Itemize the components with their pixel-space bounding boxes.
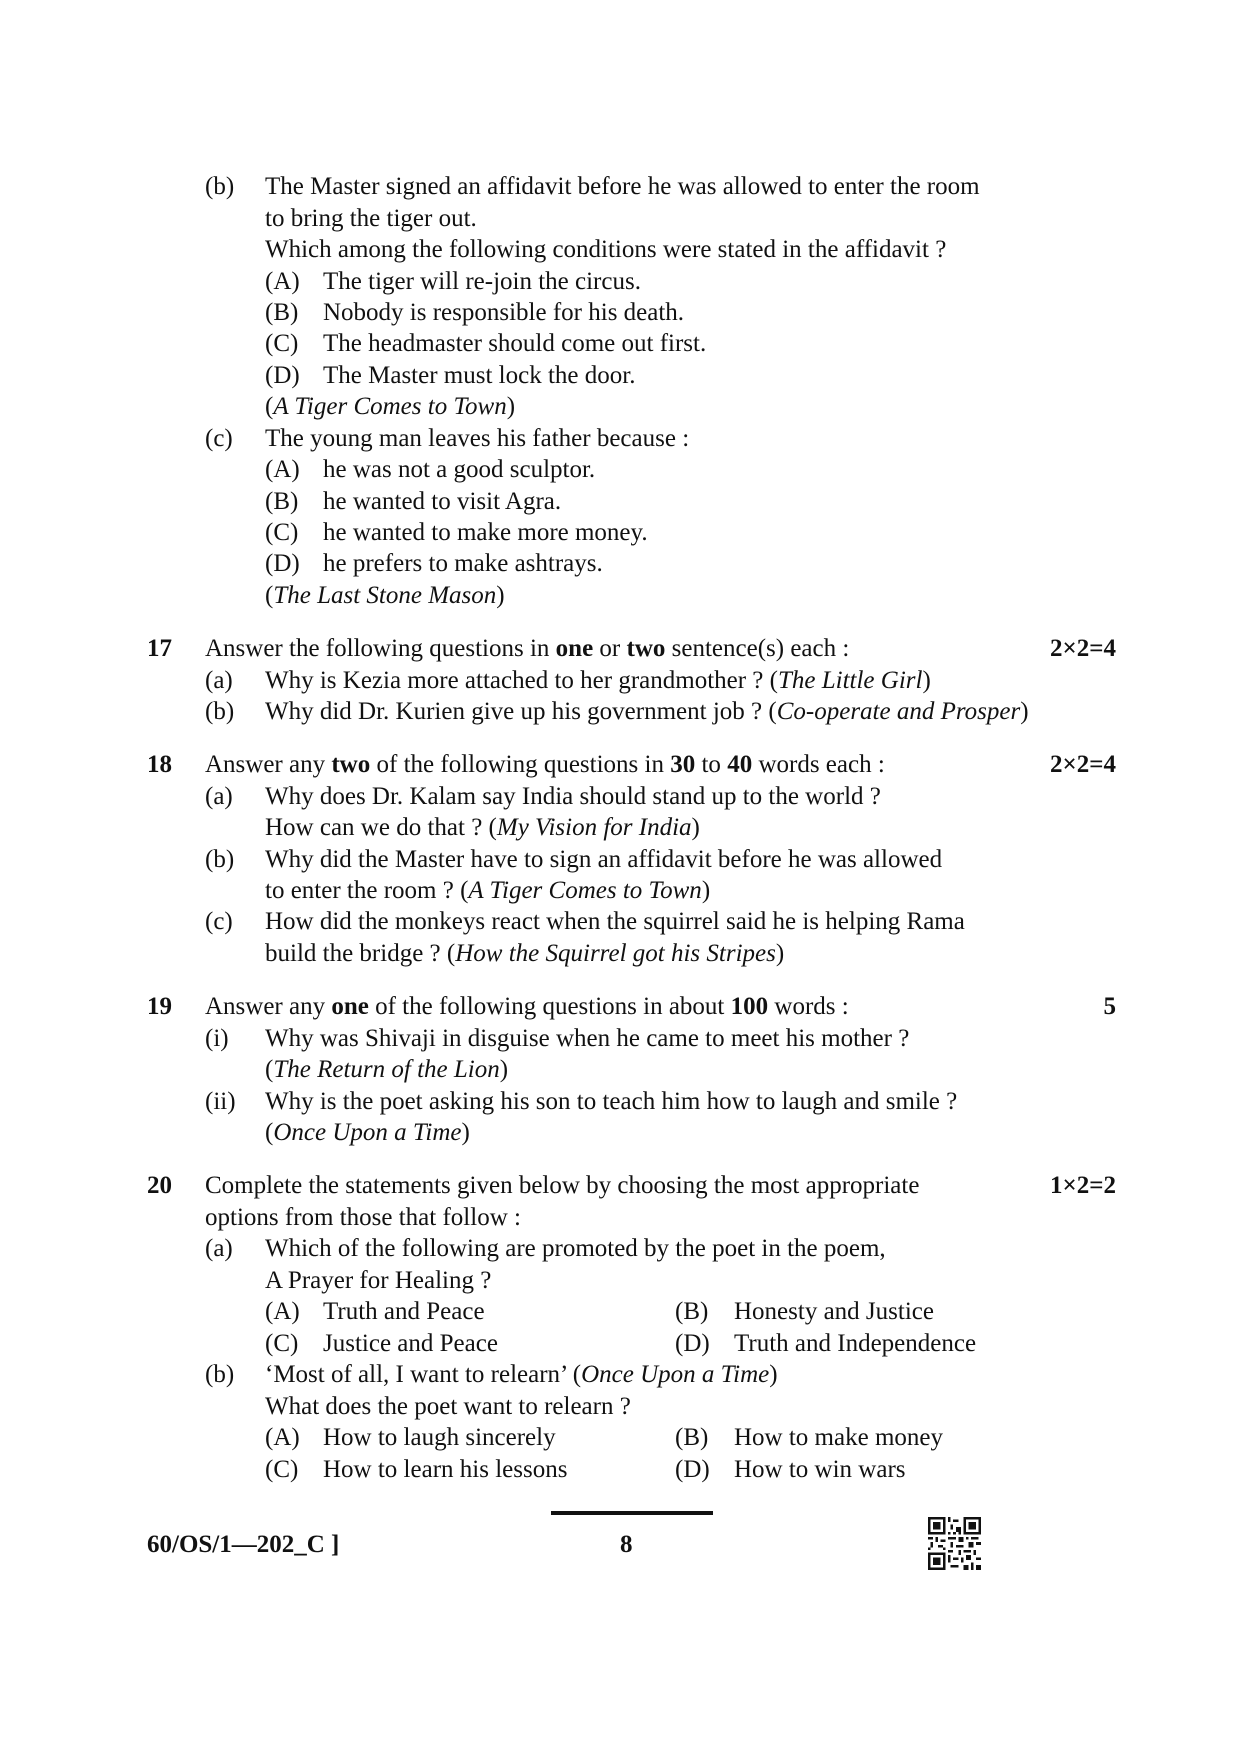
q16c-opt-d-label: (D) xyxy=(265,550,300,577)
q19ii-source: (Once Upon a Time) xyxy=(265,1119,470,1146)
q18b-label: (b) xyxy=(205,846,235,873)
q19ii-line1: Why is the poet asking his son to teach him how to laugh and smile ? xyxy=(265,1088,958,1115)
q16b-opt-d-text: The Master must lock the door. xyxy=(323,362,636,389)
q20a-opt-d-text: Truth and Independence xyxy=(734,1330,977,1357)
q20a-opt-b-text: Honesty and Justice xyxy=(734,1298,934,1325)
q18c-line1: How did the monkeys react when the squirrel said he is helping Rama xyxy=(265,908,965,935)
q20a-opt-c-text: Justice and Peace xyxy=(323,1330,498,1357)
q16b-opt-b-label: (B) xyxy=(265,299,299,326)
q18-marks: 2×2=4 xyxy=(1050,751,1116,778)
q16c-opt-b-label: (B) xyxy=(265,488,299,515)
q18b-line2: to enter the room ? (A Tiger Comes to Town) xyxy=(265,877,711,904)
q17-marks: 2×2=4 xyxy=(1050,635,1116,662)
q16b-opt-c-text: The headmaster should come out first. xyxy=(323,330,707,357)
q16b-opt-b-text: Nobody is responsible for his death. xyxy=(323,299,685,326)
q18c-label: (c) xyxy=(205,908,233,935)
q17b-label: (b) xyxy=(205,698,235,725)
q19i-label: (i) xyxy=(205,1025,229,1052)
q16c-opt-a-label: (A) xyxy=(265,456,300,483)
q19-marks: 5 xyxy=(1103,993,1116,1020)
q18-intro: Answer any two of the following questions in 30 to 40 words each : xyxy=(205,751,885,778)
q17a-label: (a) xyxy=(205,667,233,694)
q20a-opt-c-label: (C) xyxy=(265,1330,299,1357)
q16b-line2: to bring the tiger out. xyxy=(265,205,477,232)
q16b-source: (A Tiger Comes to Town) xyxy=(265,393,516,420)
q16c-opt-c-text: he wanted to make more money. xyxy=(323,519,648,546)
q19ii-label: (ii) xyxy=(205,1088,236,1115)
q16b-label: (b) xyxy=(205,173,235,200)
footer-divider xyxy=(551,1511,713,1515)
q18a-label: (a) xyxy=(205,783,233,810)
q18c-line2: build the bridge ? (How the Squirrel got his Stripes) xyxy=(265,940,785,967)
q20b-opt-b-text: How to make money xyxy=(734,1424,943,1451)
q17a-text: Why is Kezia more attached to her grandmother ? (The Little Girl) xyxy=(265,667,931,694)
q16c-label: (c) xyxy=(205,425,233,452)
q20a-opt-b-label: (B) xyxy=(675,1298,709,1325)
q20b-opt-d-label: (D) xyxy=(675,1456,710,1483)
q20b-opt-d-text: How to win wars xyxy=(734,1456,906,1483)
q18a-line1: Why does Dr. Kalam say India should stand up to the world ? xyxy=(265,783,881,810)
q20-marks: 1×2=2 xyxy=(1050,1172,1116,1199)
q20b-line1: ‘Most of all, I want to relearn’ (Once Upon a Time) xyxy=(265,1361,778,1388)
q20-intro-line1: Complete the statements given below by choosing the most appropriate xyxy=(205,1172,920,1199)
q16b-line3: Which among the following conditions were stated in the affidavit ? xyxy=(265,236,947,263)
q16c-opt-a-text: he was not a good sculptor. xyxy=(323,456,596,483)
q20b-opt-b-label: (B) xyxy=(675,1424,709,1451)
q20b-line2: What does the poet want to relearn ? xyxy=(265,1393,631,1420)
q20a-label: (a) xyxy=(205,1235,233,1262)
qr-code-icon xyxy=(928,1517,981,1570)
q16c-opt-c-label: (C) xyxy=(265,519,299,546)
q20-intro-line2: options from those that follow : xyxy=(205,1204,521,1231)
page-number: 8 xyxy=(620,1531,633,1558)
q19-number: 19 xyxy=(147,993,172,1020)
q20b-opt-a-label: (A) xyxy=(265,1424,300,1451)
q20-number: 20 xyxy=(147,1172,172,1199)
q20b-opt-c-text: How to learn his lessons xyxy=(323,1456,568,1483)
q16b-opt-d-label: (D) xyxy=(265,362,300,389)
q16c-opt-d-text: he prefers to make ashtrays. xyxy=(323,550,603,577)
q16c-line1: The young man leaves his father because : xyxy=(265,425,690,452)
q16b-opt-a-text: The tiger will re-join the circus. xyxy=(323,268,641,295)
q16b-opt-a-label: (A) xyxy=(265,268,300,295)
q18b-line1: Why did the Master have to sign an affidavit before he was allowed xyxy=(265,846,943,873)
q20a-line1: Which of the following are promoted by the poet in the poem, xyxy=(265,1235,886,1262)
q16b-opt-c-label: (C) xyxy=(265,330,299,357)
q17b-text: Why did Dr. Kurien give up his government job ? (Co-operate and Prosper) xyxy=(265,698,1029,725)
q20a-opt-a-text: Truth and Peace xyxy=(323,1298,485,1325)
q20a-line2: A Prayer for Healing ? xyxy=(265,1267,492,1294)
q16b-line1: The Master signed an affidavit before he was allowed to enter the room xyxy=(265,173,980,200)
q19i-source: (The Return of the Lion) xyxy=(265,1056,509,1083)
q18-number: 18 xyxy=(147,751,172,778)
q17-number: 17 xyxy=(147,635,172,662)
q20b-label: (b) xyxy=(205,1361,235,1388)
q19-intro: Answer any one of the following questions in about 100 words : xyxy=(205,993,849,1020)
paper-code: 60/OS/1—202_C ] xyxy=(147,1531,340,1558)
q17-intro: Answer the following questions in one or two sentence(s) each : xyxy=(205,635,850,662)
q20a-opt-d-label: (D) xyxy=(675,1330,710,1357)
q20a-opt-a-label: (A) xyxy=(265,1298,300,1325)
q20b-opt-a-text: How to laugh sincerely xyxy=(323,1424,556,1451)
q19i-line1: Why was Shivaji in disguise when he came to meet his mother ? xyxy=(265,1025,910,1052)
q20b-opt-c-label: (C) xyxy=(265,1456,299,1483)
q16c-opt-b-text: he wanted to visit Agra. xyxy=(323,488,562,515)
q16c-source: (The Last Stone Mason) xyxy=(265,582,505,609)
q18a-line2: How can we do that ? (My Vision for India) xyxy=(265,814,700,841)
